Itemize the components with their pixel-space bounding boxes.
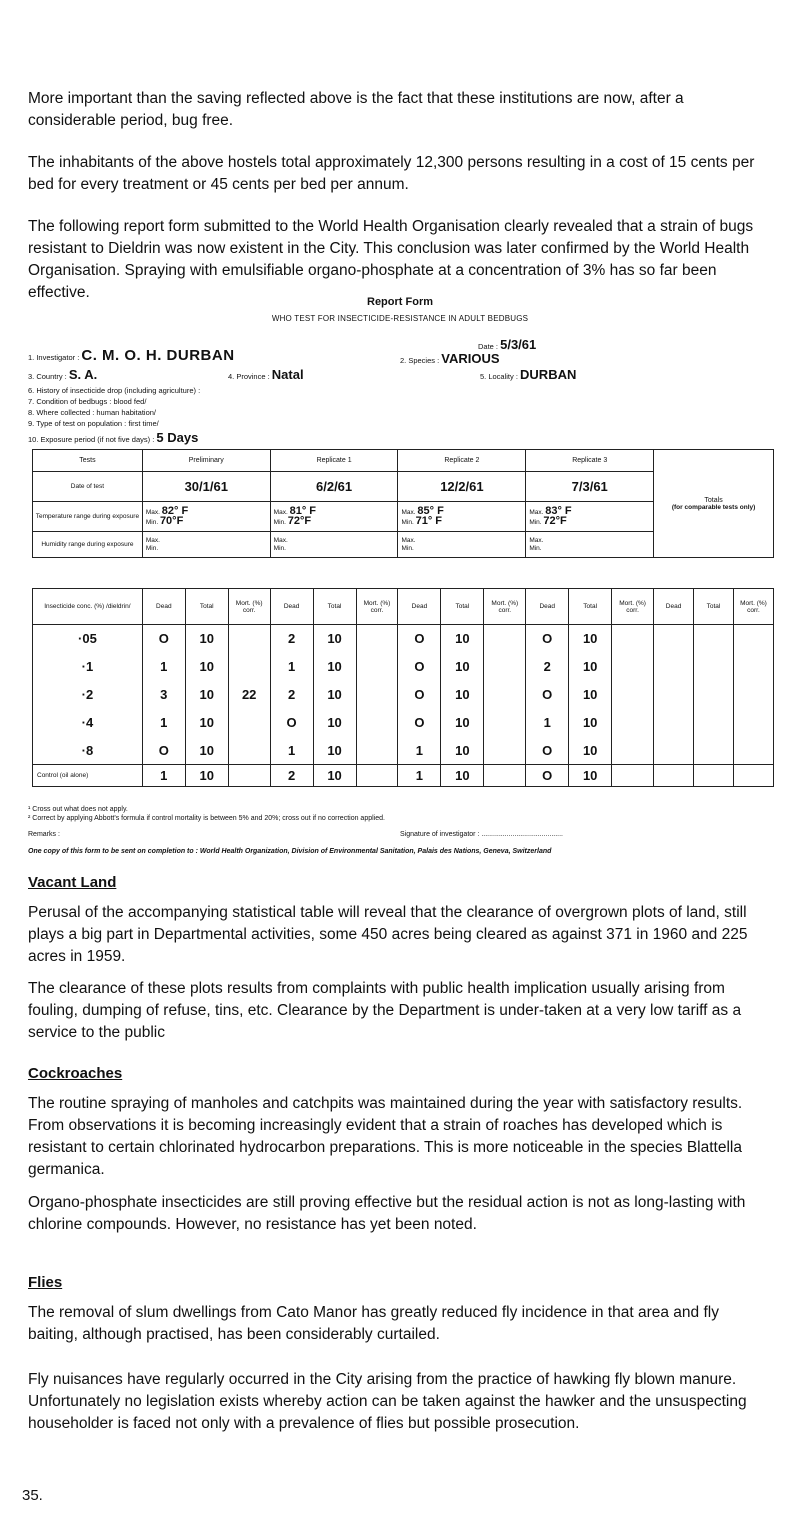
result-cell: 10 (313, 737, 356, 765)
conc-cell: ·1 (33, 653, 143, 681)
result-cell: 10 (313, 765, 356, 787)
result-cell (484, 709, 526, 737)
flies-paragraph-1: The removal of slum dwellings from Cato Manor has greatly reduced fly incidence in that area and fly baiting, although practised, has been considerably curtailed. (28, 1304, 719, 1343)
results-row (33, 625, 774, 653)
result-cell: 10 (441, 653, 484, 681)
field-7: 7. Condition of bedbugs : blood fed/ (28, 397, 147, 406)
temp-replicate-2: Max. 85° F Min. 71° F (398, 502, 526, 532)
result-cell (733, 625, 773, 653)
result-cell: 10 (313, 709, 356, 737)
results-body (33, 625, 774, 787)
field-8: 8. Where collected : human habitation/ (28, 408, 156, 417)
date-replicate-3: 7/3/61 (526, 472, 654, 502)
result-cell: 10 (313, 653, 356, 681)
result-cell (356, 709, 398, 737)
result-cell (612, 765, 654, 787)
result-cell: 10 (441, 737, 484, 765)
result-cell (733, 765, 773, 787)
result-cell (612, 653, 654, 681)
form-date (478, 337, 536, 352)
test-conditions-table (32, 449, 774, 558)
result-cell (228, 709, 270, 737)
results-row (33, 709, 774, 737)
result-cell: O (398, 625, 441, 653)
locality-label: 5. Locality : (480, 372, 518, 381)
conc-header: Insecticide conc. (%) /dieldrin/ (33, 589, 143, 625)
header-replicate-2: Replicate 2 (398, 450, 526, 472)
flies-paragraph-2: Fly nuisances have regularly occurred in the City arising from the practice of hawking fly blown manure. Unfortunately no legislation exists whereby action can be taken against the hawker and the unsuspecting householder is faced not only with a prevalence of flies but possible prosecution. (28, 1371, 747, 1432)
country-value: S. A. (68, 367, 98, 382)
result-cell (228, 737, 270, 765)
result-cell: 1 (142, 709, 185, 737)
col-total: Total (441, 589, 484, 625)
signature-label: Signature of investigator : .......................................... (400, 831, 564, 838)
result-cell: 10 (569, 709, 612, 737)
temp-replicate-3: Max. 83° F Min. 72°F (526, 502, 654, 532)
result-cell (694, 681, 734, 709)
remarks-label: Remarks : (28, 831, 60, 838)
heading-vacant-land: Vacant Land (28, 874, 117, 891)
result-cell: 10 (569, 625, 612, 653)
vacant-land-paragraph-2: The clearance of these plots results from complaints with public health implication usually arising from fouling, dumping of refuse, tins, etc. Clearance by the Department is under-taken at a very low tariff as a service to the public (28, 980, 742, 1041)
date-replicate-1: 6/2/61 (270, 472, 398, 502)
col-total: Total (694, 589, 734, 625)
result-cell: 10 (569, 737, 612, 765)
humidity-preliminary: Max. Min. (142, 532, 270, 558)
result-cell: 10 (569, 653, 612, 681)
footnote-2: ² Correct by applying Abbott's formula if control mortality is between 5% and 20%; cross out if no correction applied. (28, 815, 385, 822)
result-cell (612, 709, 654, 737)
intro-paragraph-1: More important than the saving reflected above is the fact that these institutions are now, after a considerable period, bug free. (28, 90, 684, 129)
intro-paragraph-2: The inhabitants of the above hostels total approximately 12,300 persons resulting in a cost of 15 cents per bed for every treatment or 45 cents per bed per annum. (28, 154, 755, 193)
temp-row-label: Temperature range during exposure (33, 502, 143, 532)
form-subtitle: WHO TEST FOR INSECTICIDE-RESISTANCE IN ADULT BEDBUGS (271, 314, 529, 323)
date-preliminary: 30/1/61 (142, 472, 270, 502)
col-mort: Mort. (%) corr. (228, 589, 270, 625)
result-cell: 10 (569, 681, 612, 709)
header-tests: Tests (33, 450, 143, 472)
result-cell: O (398, 681, 441, 709)
col-dead: Dead (142, 589, 185, 625)
result-cell: 1 (142, 765, 185, 787)
result-cell: O (398, 709, 441, 737)
header-preliminary: Preliminary (142, 450, 270, 472)
result-cell (228, 765, 270, 787)
result-cell (654, 765, 694, 787)
result-cell (356, 737, 398, 765)
result-cell (694, 625, 734, 653)
locality-value: DURBAN (520, 367, 577, 382)
col-total: Total (313, 589, 356, 625)
result-cell (484, 737, 526, 765)
result-cell: 10 (185, 681, 228, 709)
result-cell: 1 (526, 709, 569, 737)
cockroaches-paragraph-1: The routine spraying of manholes and catchpits was maintained during the year with satisfactory results. From observations it is becoming increasingly evident that a strain of roaches has developed which is resistant to certain chlorinated hydrocarbon preparations. This is more noticeable in the species Blattella germanica. (28, 1095, 743, 1178)
result-cell: 10 (441, 625, 484, 653)
results-row (33, 653, 774, 681)
header-replicate-3: Replicate 3 (526, 450, 654, 472)
result-cell (612, 737, 654, 765)
result-cell (733, 709, 773, 737)
intro-paragraph-3: The following report form submitted to the World Health Organisation clearly revealed that a strain of bugs resistant to Dieldrin was now existent in the City. This conclusion was later confirmed by the World Health Organisation. Spraying with emulsifiable organo-phosphate at a concentration of 3% has so far been effective. (28, 218, 754, 301)
copy-note: One copy of this form to be sent on completion to : World Health Organization, Division of Environmental Sanitation, Palais des Nations, Geneva, Switzerland (28, 848, 552, 855)
col-dead: Dead (270, 589, 313, 625)
result-cell (356, 653, 398, 681)
footnote-1: ¹ Cross out what does not apply. (28, 806, 128, 813)
vacant-land-paragraph-1: Perusal of the accompanying statistical table will reveal that the clearance of overgrown plots of land, still plays a big part in Departmental activities, some 450 acres being cleared as against 371 in 1960 and 225 acres in 1959. (28, 904, 748, 965)
results-row (33, 681, 774, 709)
header-replicate-1: Replicate 1 (270, 450, 398, 472)
result-cell (484, 653, 526, 681)
result-cell: 10 (441, 765, 484, 787)
result-cell: O (142, 625, 185, 653)
result-cell: O (270, 709, 313, 737)
province-value: Natal (271, 367, 304, 382)
col-dead: Dead (398, 589, 441, 625)
conc-cell: ·4 (33, 709, 143, 737)
result-cell: 10 (185, 653, 228, 681)
conc-cell: ·05 (33, 625, 143, 653)
results-table (32, 588, 774, 787)
result-cell: 10 (441, 709, 484, 737)
field-species (400, 351, 500, 366)
humidity-replicate-2: Max. Min. (398, 532, 526, 558)
page-number: 35. (22, 1487, 43, 1504)
result-cell (484, 625, 526, 653)
field-locality (480, 367, 576, 382)
result-cell (694, 765, 734, 787)
result-cell (612, 681, 654, 709)
date-row-label: Date of test (33, 472, 143, 502)
result-cell (694, 709, 734, 737)
result-cell: 10 (313, 625, 356, 653)
investigator-value: C. M. O. H. DURBAN (81, 347, 235, 364)
heading-cockroaches: Cockroaches (28, 1065, 123, 1082)
temp-replicate-1: Max. 81° F Min. 72°F (270, 502, 398, 532)
conc-cell: ·2 (33, 681, 143, 709)
result-cell: 1 (398, 737, 441, 765)
result-cell: 10 (569, 765, 612, 787)
field-9: 9. Type of test on population : first time/ (28, 419, 159, 428)
result-cell (654, 653, 694, 681)
result-cell: O (526, 737, 569, 765)
result-cell: 10 (185, 625, 228, 653)
col-total: Total (185, 589, 228, 625)
cockroaches-paragraph-2: Organo-phosphate insecticides are still proving effective but the residual action is not as long-lasting with chlorine compounds. However, no resistance has yet been noted. (28, 1194, 746, 1233)
result-cell (484, 765, 526, 787)
result-cell: 2 (526, 653, 569, 681)
result-cell: O (526, 765, 569, 787)
date-replicate-2: 12/2/61 (398, 472, 526, 502)
results-header-row (33, 589, 774, 625)
result-cell: 1 (142, 653, 185, 681)
result-cell: 10 (185, 765, 228, 787)
result-cell: 22 (228, 681, 270, 709)
col-total: Total (569, 589, 612, 625)
country-label: 3. Country : (28, 372, 67, 381)
result-cell (356, 765, 398, 787)
result-cell: O (398, 653, 441, 681)
col-mort: Mort. (%) corr. (484, 589, 526, 625)
species-value: VARIOUS (441, 351, 500, 366)
result-cell: 1 (398, 765, 441, 787)
result-cell: 10 (441, 681, 484, 709)
col-dead: Dead (654, 589, 694, 625)
conc-cell: ·8 (33, 737, 143, 765)
result-cell (733, 653, 773, 681)
col-dead: Dead (526, 589, 569, 625)
result-cell (612, 625, 654, 653)
results-row (33, 765, 774, 787)
result-cell (356, 625, 398, 653)
date-label: Date : (478, 342, 499, 351)
result-cell: 10 (185, 737, 228, 765)
date-value: 5/3/61 (500, 337, 537, 352)
humidity-replicate-1: Max. Min. (270, 532, 398, 558)
results-row (33, 737, 774, 765)
result-cell: 2 (270, 681, 313, 709)
result-cell: 1 (270, 737, 313, 765)
result-cell: O (526, 625, 569, 653)
result-cell: O (526, 681, 569, 709)
result-cell (654, 625, 694, 653)
result-cell: 3 (142, 681, 185, 709)
result-cell (654, 709, 694, 737)
exposure-value: 5 Days (156, 430, 199, 445)
result-cell: 2 (270, 765, 313, 787)
conc-cell: Control (oil alone) (33, 765, 143, 787)
province-label: 4. Province : (228, 372, 270, 381)
temp-preliminary: Max. 82° F Min. 70°F (142, 502, 270, 532)
totals-cell (654, 450, 774, 558)
investigator-label: 1. Investigator : (28, 353, 80, 362)
humidity-row-label: Humidity range during exposure (33, 532, 143, 558)
field-6: 6. History of insecticide drop (including agriculture) : (28, 386, 201, 395)
result-cell (228, 625, 270, 653)
exposure-label: 10. Exposure period (if not five days) : (28, 435, 155, 444)
result-cell (356, 681, 398, 709)
result-cell (654, 737, 694, 765)
field-10 (28, 430, 198, 445)
species-label: 2. Species : (400, 356, 440, 365)
result-cell: 10 (185, 709, 228, 737)
form-title: Report Form (367, 296, 433, 308)
totals-label: Totals (704, 496, 723, 504)
field-province (228, 367, 304, 382)
result-cell: O (142, 737, 185, 765)
col-mort: Mort. (%) corr. (612, 589, 654, 625)
result-cell (733, 681, 773, 709)
heading-flies: Flies (28, 1274, 63, 1291)
field-investigator (28, 347, 235, 364)
result-cell (694, 737, 734, 765)
result-cell (733, 737, 773, 765)
result-cell (484, 681, 526, 709)
field-country (28, 367, 97, 382)
humidity-replicate-3: Max. Min. (526, 532, 654, 558)
totals-note: (for comparable tests only) (671, 503, 756, 511)
result-cell (654, 681, 694, 709)
result-cell: 10 (313, 681, 356, 709)
result-cell (694, 653, 734, 681)
result-cell: 2 (270, 625, 313, 653)
result-cell: 1 (270, 653, 313, 681)
col-mort: Mort. (%) corr. (733, 589, 773, 625)
col-mort: Mort. (%) corr. (356, 589, 398, 625)
result-cell (228, 653, 270, 681)
